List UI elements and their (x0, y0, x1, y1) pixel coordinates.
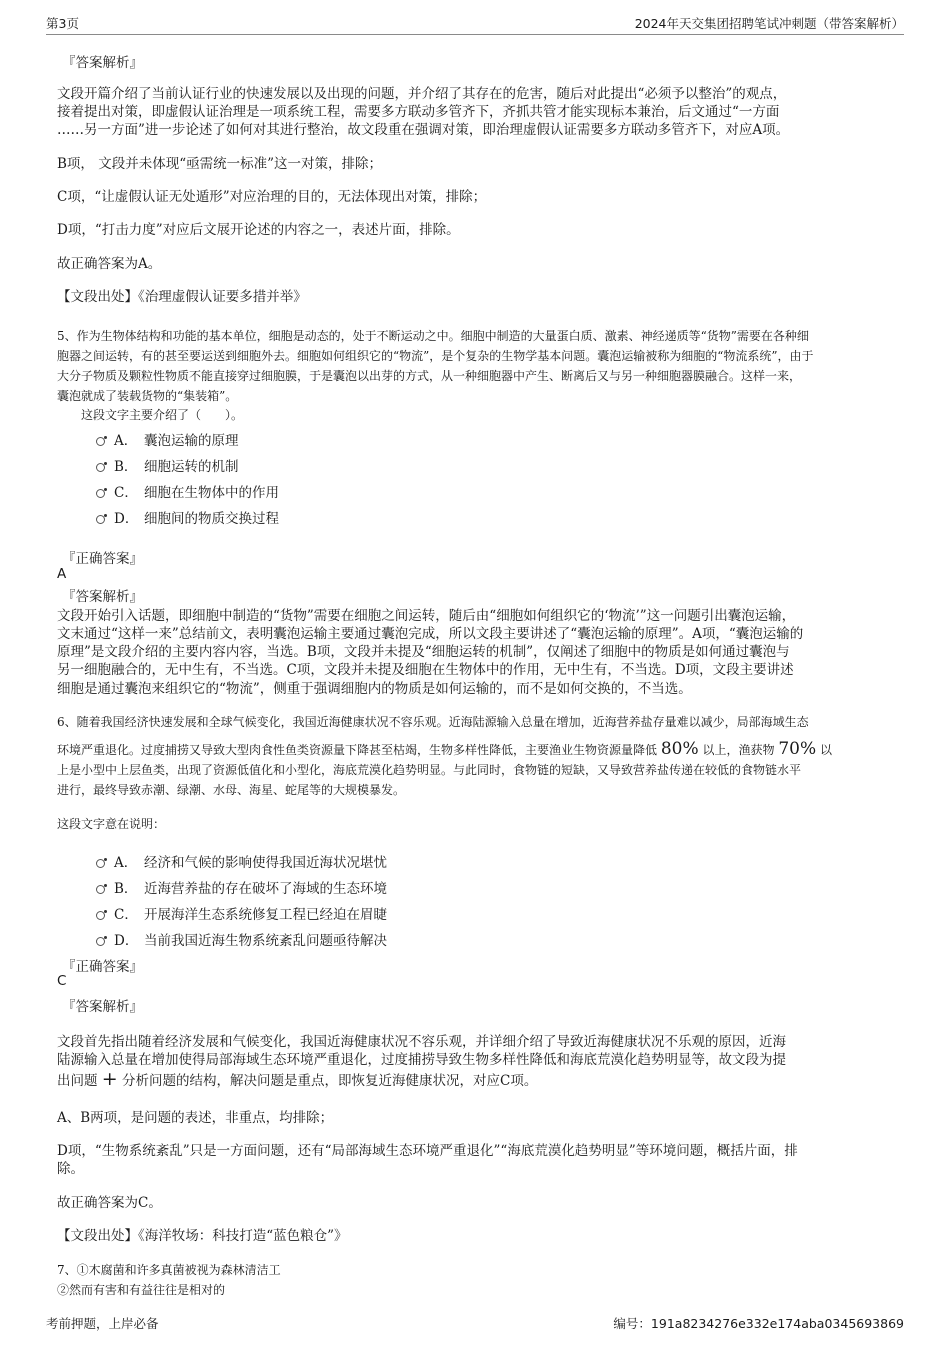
q4-analysis-line-1: 文段开篇介绍了当前认证行业的快速发展以及出现的问题，并介绍了其存在的危害，随后对此提出“必须予以整治”的观点， (57, 86, 787, 102)
q6-passage-line-4: 进行，最终导致赤潮、绿潮、水母、海星、蛇尾等的大规模暴发。 (57, 783, 406, 797)
q5-analysis-line-1: 文段开始引入话题，即细胞中制造的“货物”需要在细胞之间运转，随后由“细胞如何组织它的‘物流’”这一问题引出囊泡运输， (57, 608, 796, 624)
q6-line2-part-a: 环境严重退化。过度捕捞又导致大型肉食性鱼类资源量下降甚至枯竭，生物多样性降低，主要渔业生物资源量降低 (57, 743, 658, 757)
q6-answer-label: 『正确答案』 (62, 959, 143, 975)
option-label: B． (114, 459, 138, 475)
q5-option-c[interactable] (96, 481, 279, 501)
q6-line2-part-b: 以上，渔获物 (702, 743, 775, 757)
option-text: 囊泡运输的原理 (144, 433, 239, 449)
q6-passage-line-3: 上是小型中上层鱼类，出现了资源低值化和小型化，海底荒漠化趋势明显。与此同时，食物链的短缺，又导致营养盐传递在较低的食物链水平 (57, 763, 802, 777)
q5-analysis-line-3: 原理”是文段介绍的主要内容内容，当选。B项，文段并未提及“细胞运转的机制”，仅阐述了细胞中的物质是如何通过囊泡与 (57, 644, 790, 660)
q6-option-a[interactable] (96, 851, 387, 871)
q4-analysis-line-3: ……另一方面”进一步论述了如何对其进行整治，故文段重在强调对策，即治理虚假认证需要多方联动多管齐下，对应A项。 (57, 122, 790, 138)
option-label: A． (114, 433, 138, 449)
option-label: B． (114, 881, 138, 897)
option-label: A． (114, 855, 138, 871)
option-text: 开展海洋生态系统修复工程已经迫在眉睫 (144, 907, 387, 923)
radio-icon[interactable] (96, 885, 105, 894)
q5-answer-label: 『正确答案』 (62, 551, 143, 567)
q6-answer: C (57, 973, 67, 989)
option-label: C． (114, 907, 138, 923)
q6-analysis-line-3-a: 出问题 (57, 1073, 98, 1089)
q4-option-d-analysis: D项，“打击力度”对应后文展开论述的内容之一，表述片面，排除。 (57, 222, 460, 238)
option-text: 细胞在生物体中的作用 (144, 485, 279, 501)
q5-analysis-line-4: 另一细胞融合的，无中生有，不当选。C项，文段并未提及细胞在生物体中的作用，无中生有，不当选。D项，文段主要讲述 (57, 662, 794, 678)
q5-option-a[interactable] (96, 429, 239, 449)
q5-option-d[interactable] (96, 507, 279, 527)
footer-slogan: 考前押题，上岸必备 (46, 1316, 159, 1331)
q5-passage-line-3: 大分子物质及颗粒性物质不能直接穿过细胞膜，于是囊泡以出芽的方式，从一种细胞器中产生、断离后又与另一种细胞器膜融合。这样一来， (57, 369, 802, 383)
q6-option-d-analysis-line-1: D项，“生物系统紊乱”只是一方面问题，还有“局部海域生态环境严重退化”“海底荒漠化趋势明显”等环境问题，概括片面，排 (57, 1143, 798, 1159)
option-text: 近海营养盐的存在破坏了海域的生态环境 (144, 881, 387, 897)
q6-option-b[interactable] (96, 877, 387, 897)
page-number: 第3页 (46, 16, 79, 31)
q4-analysis-line-2: 接着提出对策，即虚假认证治理是一项系统工程，需要多方联动多管齐下，齐抓共管才能实现标本兼治，后文通过“一方面 (57, 104, 780, 120)
radio-icon[interactable] (96, 489, 105, 498)
q4-option-c-analysis: C项，“让虚假认证无处遁形”对应治理的目的，无法体现出对策，排除； (57, 189, 487, 205)
option-text: 当前我国近海生物系统紊乱问题亟待解决 (144, 933, 387, 949)
q5-answer: A (57, 566, 67, 582)
q7-line-2: ②然而有害和有益往往是相对的 (57, 1283, 226, 1297)
option-text: 细胞运转的机制 (144, 459, 239, 475)
q6-line2-part-c: 以 (819, 743, 832, 757)
q5-passage-line-4: 囊泡就成了装载货物的“集装箱”。 (57, 389, 238, 403)
q7-line-1: 7、①木腐菌和许多真菌被视为森林清洁工 (57, 1263, 281, 1277)
radio-icon[interactable] (96, 937, 105, 946)
q5-analysis-label: 『答案解析』 (62, 589, 143, 605)
q6-analysis-line-1: 文段首先指出随着经济发展和气候变化，我国近海健康状况不容乐观，并详细介绍了导致近海健康状况不乐观的原因，近海 (57, 1034, 786, 1050)
option-label: C． (114, 485, 138, 501)
q5-passage-line-2: 胞器之间运转，有的甚至要运送到细胞外去。细胞如何组织它的“物流”，是个复杂的生物学基本问题。囊泡运输被称为细胞的“物流系统”，由于 (57, 349, 814, 363)
page-footer (46, 1314, 904, 1334)
q4-conclusion: 故正确答案为A。 (57, 256, 162, 272)
option-text: 经济和气候的影响使得我国近海状况堪忧 (144, 855, 387, 871)
q6-analysis-label: 『答案解析』 (62, 999, 143, 1015)
q6-source: 【文段出处】《海洋牧场：科技打造“蓝色粮仓”》 (57, 1228, 348, 1244)
option-label: D． (114, 511, 139, 527)
radio-icon[interactable] (96, 437, 105, 446)
q6-passage-line-2 (57, 739, 832, 759)
q5-analysis-line-2: 文末通过“这样一来”总结前文，表明囊泡运输主要通过囊泡完成，所以文段主要讲述了“囊泡运输的原理”。A项，“囊泡运输的 (57, 626, 804, 642)
radio-icon[interactable] (96, 911, 105, 920)
document-id: 编号：191a8234276e332e174aba0345693869 (613, 1316, 904, 1331)
q4-source: 【文段出处】《治理虚假认证要多措并举》 (57, 289, 307, 305)
document-title: 2024年天交集团招聘笔试冲刺题（带答案解析） (634, 16, 904, 31)
q6-option-ab-analysis: A、B两项，是问题的表述，非重点，均排除； (57, 1110, 334, 1126)
radio-icon[interactable] (96, 859, 105, 868)
plus-sign: + (101, 1068, 118, 1090)
q5-question-stem: 这段文字主要介绍了（ ）。 (81, 408, 244, 422)
q5-passage-line-1: 5、作为生物体结构和功能的基本单位，细胞是动态的，处于不断运动之中。细胞中制造的大量蛋白质、激素、神经递质等“货物”需要在各种细 (57, 329, 809, 343)
q6-conclusion: 故正确答案为C。 (57, 1195, 162, 1211)
page-header (46, 12, 904, 35)
q4-analysis-label: 『答案解析』 (62, 55, 143, 71)
q6-analysis-line-2: 陆源输入总量在增加使得局部海域生态环境严重退化，过度捕捞导致生物多样性降低和海底荒漠化趋势明显等，故文段为提 (57, 1052, 786, 1068)
q4-option-b-analysis: B项， 文段并未体现“亟需统一标准”这一对策，排除； (57, 156, 383, 172)
q6-analysis-line-3-b: 分析问题的结构，解决问题是重点，即恢复近海健康状况，对应C项。 (122, 1073, 538, 1089)
radio-icon[interactable] (96, 463, 105, 472)
percent-70: 70% (778, 739, 817, 759)
q5-option-b[interactable] (96, 455, 239, 475)
q6-option-d-analysis-line-2: 除。 (57, 1161, 84, 1177)
q6-question-stem: 这段文字意在说明： (57, 817, 166, 831)
q6-analysis-line-3 (57, 1068, 537, 1090)
radio-icon[interactable] (96, 515, 105, 524)
percent-80: 80% (660, 739, 699, 759)
option-label: D． (114, 933, 139, 949)
q6-option-d[interactable] (96, 929, 387, 949)
q5-analysis-line-5: 细胞是通过囊泡来组织它的“物流”，侧重于强调细胞内的物质是如何运输的，而不是如何交换的，不当选。 (57, 681, 692, 697)
q6-option-c[interactable] (96, 903, 387, 923)
option-text: 细胞间的物质交换过程 (144, 511, 279, 527)
q6-passage-line-1: 6、随着我国经济快速发展和全球气候变化，我国近海健康状况不容乐观。近海陆源输入总量在增加，近海营养盐存量难以减少，局部海域生态 (57, 715, 809, 729)
